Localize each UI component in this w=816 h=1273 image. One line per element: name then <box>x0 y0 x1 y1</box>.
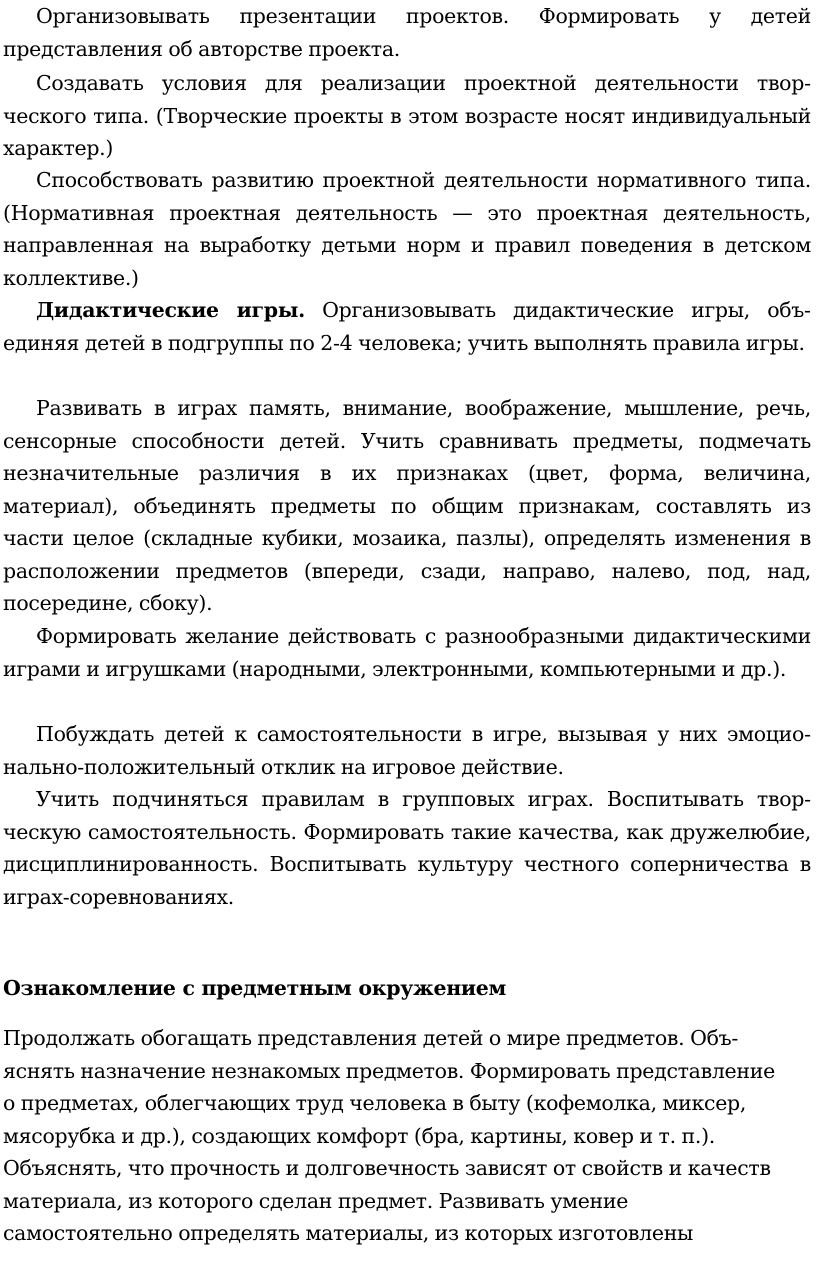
paragraph-presentations <box>3 0 811 33</box>
section-line: яснять назначение незнакомых предметов. Формировать представление <box>3 1058 775 1083</box>
section-heading: Ознакомление с предметным окружением <box>3 976 507 1000</box>
paragraph-presentations-line1: Организовывать презентации проектов. Формировать у детей <box>36 4 811 28</box>
paragraph-block <box>3 67 811 165</box>
paragraph-block <box>3 783 811 913</box>
section-line: Продолжать обогащать представления детей о мире предметов. Объ- <box>3 1026 739 1050</box>
paragraph-block <box>3 164 811 294</box>
paragraph-independence: Побуждать детей к самостоятельности в игре, вызывая у них эмоционально-положительный отклик на игровое действие. <box>3 722 811 779</box>
paragraph-didactic-games <box>3 294 811 359</box>
paragraph-block <box>3 718 811 783</box>
didactic-games-lead: Дидактические игры. <box>36 298 305 322</box>
section-line: самостоятельно определять материалы, из которых изготовлены <box>3 1221 694 1245</box>
paragraph-creative-projects: Создавать условия для реализации проектной деятельности творческого типа. (Творческие проекты в этом возрасте носят индивидуальный характер.) <box>3 71 811 160</box>
section-body <box>3 1022 815 1250</box>
paragraph-block <box>3 294 811 359</box>
section-line: Объяснять, что прочность и долговечность зависят от свойств и качеств <box>3 1156 771 1180</box>
paragraph-block <box>3 620 811 685</box>
paragraph-develop-memory: Развивать в играх память, внимание, воображение, мышление, речь, сенсорные способности детей. Учить сравнивать предметы, подмечать незначительные различия в их признаках (цвет, форма, величина, материал), объединять предметы по общим признакам, составлять из части целое (складные кубики, мозаика, пазлы), определять изменения в расположении предметов (впереди, сзади, направо, налево, под, над, посередине, сбоку). <box>3 396 811 615</box>
section-line: о предметах, облегчающих труд человека в быту (кофемолка, миксер, <box>3 1091 747 1115</box>
paragraph-block <box>3 0 811 65</box>
paragraph-presentations-cont: представления об авторстве проекта. <box>3 36 400 61</box>
section-line: мясорубка и др.), создающих комфорт (бра, картины, ковер и т. п.). <box>3 1123 716 1148</box>
paragraph-desire-to-act: Формировать желание действовать с разнообразными дидактическими играми и игрушками (народными, электронными, компьютерными и др.). <box>3 624 811 681</box>
paragraph-block <box>3 392 811 620</box>
section-line: материала, из которого сделан предмет. Развивать умение <box>3 1188 629 1213</box>
didactic-games-text: Организовывать дидактические игры, объединяя детей в подгруппы по 2-4 человека; учить выполнять правила игры. <box>3 298 811 355</box>
paragraph-group-games: Учить подчиняться правилам в групповых играх. Воспитывать творческую самостоятельность. Формировать такие качества, как дружелюбие, дисциплинированность. Воспитывать культуру честного соперничества в играх-соревнованиях. <box>3 787 811 909</box>
paragraph-normative-projects: Способствовать развитию проектной деятельности нормативного типа. (Нормативная проектная деятельность — это проектная деятельность, направленная на выработку детьми норм и правил поведения в детском коллективе.) <box>3 168 811 290</box>
